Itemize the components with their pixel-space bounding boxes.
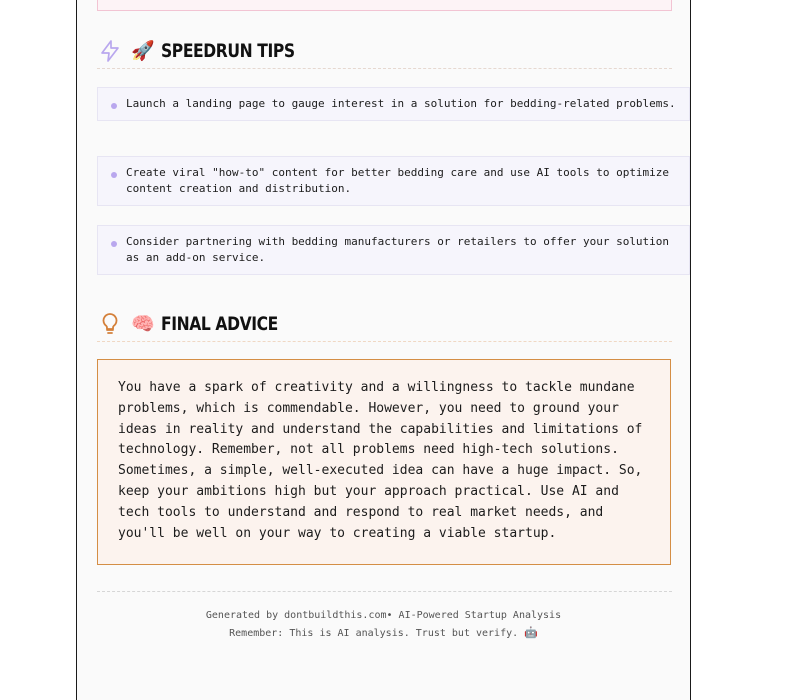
bullet-dot	[111, 241, 117, 247]
tip-item	[97, 156, 690, 206]
final-advice-text: You have a spark of creativity and a willingness to tackle mundane problems, which is commendable. However, you need to ground your ideas in reality and understand the capabilities and limitations of technology. Remember, not all problems need high-tech solutions. Sometimes, a simple, well-executed idea can have a huge impact. So, keep your ambitions high but your approach practical. Use AI and tech tools to understand and respond to real market needs, and you'll be well on your way to creating a viable startup.	[118, 380, 643, 541]
previous-section-box	[97, 0, 672, 11]
rocket-emoji: 🚀	[131, 39, 155, 62]
footer-reminder-line	[77, 626, 690, 639]
lightning-bolt-icon	[97, 38, 123, 64]
final-advice-title: FINAL ADVICE	[160, 313, 278, 335]
bullet-dot	[111, 172, 117, 178]
footer-generated-text: Generated by dontbuildthis.com• AI-Powered Startup Analysis	[205, 610, 562, 621]
tip-item	[97, 87, 690, 121]
footer-generated-line	[77, 610, 690, 621]
tip-text: Consider partnering with bedding manufacturers or retailers to offer your solution as an add-on service.	[126, 235, 670, 264]
footer-divider	[97, 591, 672, 592]
tip-text: Create viral "how-to" content for better bedding care and use AI tools to optimize content creation and distribution.	[126, 166, 670, 195]
robot-icon: 🤖	[524, 626, 538, 639]
report-page	[76, 0, 691, 700]
final-advice-header	[97, 307, 672, 342]
speedrun-tips-header	[97, 34, 672, 69]
tip-item	[97, 225, 690, 275]
bullet-dot	[111, 103, 117, 109]
final-advice-box	[97, 359, 671, 565]
footer-reminder-text: Remember: This is AI analysis. Trust but verify.	[229, 628, 519, 639]
tip-text: Launch a landing page to gauge interest in a solution for bedding-related problems.	[126, 97, 676, 110]
brain-emoji: 🧠	[131, 312, 155, 335]
lightbulb-icon	[97, 311, 123, 337]
speedrun-tips-title: SPEEDRUN TIPS	[160, 40, 295, 62]
